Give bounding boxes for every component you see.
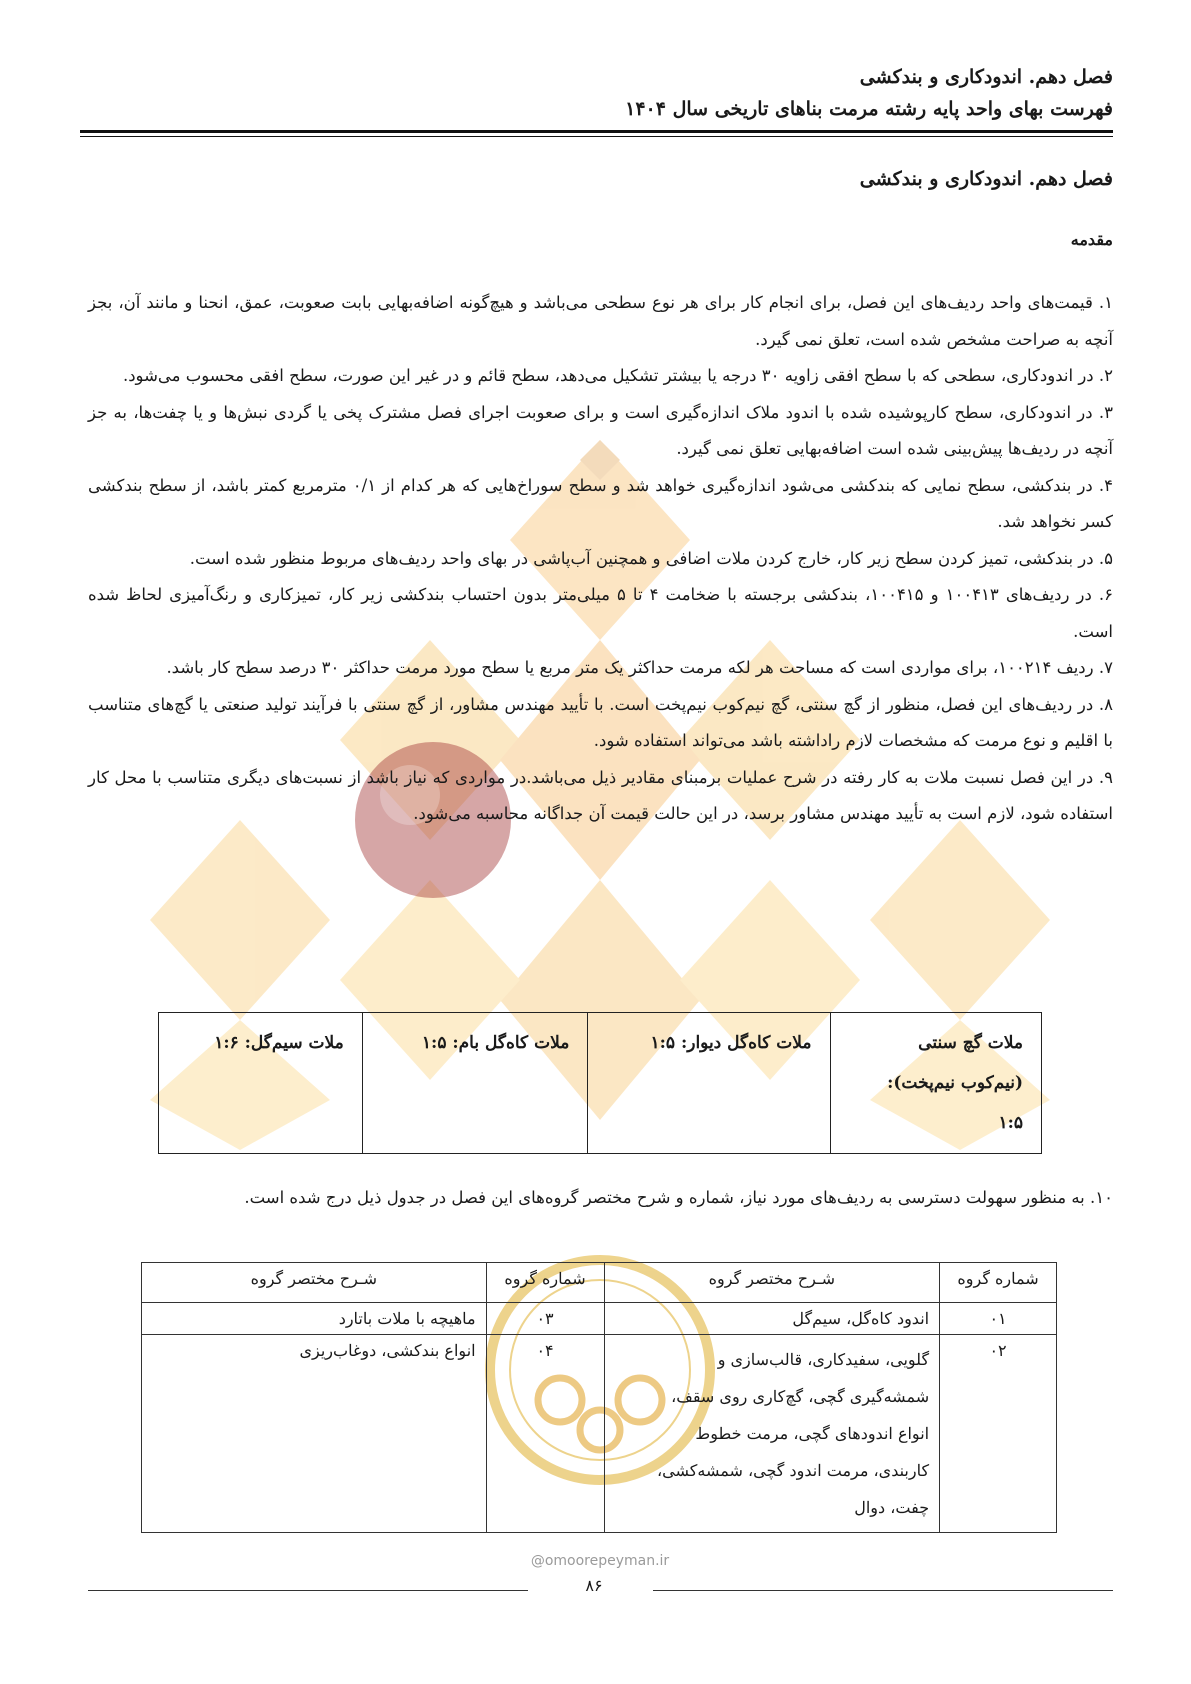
column-header-group-description: شـرح مختصر گروه bbox=[142, 1263, 487, 1303]
group-number: ۰۱ bbox=[940, 1303, 1057, 1335]
header-rule-thin bbox=[80, 136, 1113, 137]
paragraph-7: ۷. ردیف ۱۰۰۲۱۴، برای مواردی است که مساحت هر لکه مرمت حداکثر یک متر مربع یا سطح مورد مرمت حداکثر ۳۰ درصد سطح کار باشد. bbox=[166, 658, 1113, 677]
page-number: ۸۶ bbox=[585, 1576, 603, 1595]
header-catalog-title: فهرست بهای واحد پایه رشته مرمت بناهای تاریخی سال ۱۴۰۴ bbox=[625, 98, 1113, 120]
table-row bbox=[142, 1303, 1057, 1335]
footer-watermark-url: @omoorepeyman.ir bbox=[530, 1553, 670, 1569]
header-chapter-title: فصل دهم. اندودکاری و بندکشی bbox=[859, 66, 1113, 88]
footer-rule bbox=[653, 1590, 1113, 1591]
groups-table bbox=[141, 1262, 1057, 1533]
header-rule-thick bbox=[80, 130, 1113, 133]
group-description-line: انواع اندودهای گچی، مرمت خطوط bbox=[695, 1424, 930, 1443]
column-header-group-number: شماره گروه bbox=[940, 1263, 1057, 1303]
ratio-cell-gypsum bbox=[830, 1013, 1042, 1154]
group-description-line: چفت، دوال bbox=[854, 1498, 930, 1517]
intro-heading: مقدمه bbox=[1070, 230, 1113, 249]
groups-table-header-row bbox=[142, 1263, 1057, 1303]
group-description-line: شمشه‌گیری گچی، گچ‌کاری روی سقف، bbox=[671, 1387, 930, 1406]
mortar-ratio-table bbox=[158, 1012, 1042, 1154]
paragraph-6: ۶. در ردیف‌های ۱۰۰۴۱۳ و ۱۰۰۴۱۵، بندکشی برجسته با ضخامت ۴ تا ۵ میلی‌متر بدون احتساب بندکشی زیر کار، تمیزکاری و رنگ‌آمیزی لحاظ شده است. bbox=[88, 585, 1113, 641]
ratio-gypsum-sub: (نیم‌کوب نیم‌پخت): bbox=[887, 1073, 1023, 1093]
paragraph-8: ۸. در ردیف‌های این فصل، منظور از گچ سنتی، گچ نیم‌کوب نیم‌پخت است. با تأیید مهندس مشاور، از گچ سنتی با فرآیند تولید صنعتی یا گچ‌های متناسب با اقلیم و نوع مرمت که مشخصات لازم راداشته باشد می‌تواند استفاده شود. bbox=[88, 694, 1113, 750]
paragraph-5: ۵. در بندکشی، تمیز کردن سطح زیر کار، خارج کردن ملات اضافی و همچنین آب‌پاشی در بهای واحد ردیف‌های مربوط منظور شده است. bbox=[189, 548, 1113, 568]
group-number: ۰۴ bbox=[486, 1335, 604, 1533]
ratio-gypsum-value: ۱:۵ bbox=[998, 1113, 1023, 1133]
page-header bbox=[90, 62, 1113, 124]
group-description bbox=[604, 1335, 940, 1533]
group-description-line: گلویی، سفیدکاری، قالب‌سازی و bbox=[717, 1350, 930, 1369]
paragraph-9: ۹. در این فصل نسبت ملات به کار رفته در شرح عملیات برمبنای مقادیر ذیل می‌باشد.در مواردی که نیاز باشد از نسبت‌های دیگری متناسب با محل کار استفاده شود، لازم است به تأیید مهندس مشاور برسد، در این حالت قیمت آن جداگانه محاسبه می‌شود. bbox=[88, 767, 1113, 823]
section-title: فصل دهم. اندودکاری و بندکشی bbox=[859, 168, 1113, 190]
column-header-group-description: شـرح مختصر گروه bbox=[604, 1263, 940, 1303]
ratio-gypsum-label: ملات گچ سنتی bbox=[918, 1033, 1023, 1053]
paragraph-2: ۲. در اندودکاری، سطحی که با سطح افقی زاویه ۳۰ درجه یا بیشتر تشکیل می‌دهد، سطح قائم و در غیر این صورت، سطح افقی محسوب می‌شود. bbox=[122, 366, 1113, 385]
group-number: ۰۲ bbox=[940, 1335, 1057, 1533]
group-description: اندود کاه‌گل، سیم‌گل bbox=[604, 1303, 940, 1335]
group-description: انواع بندکشی، دوغاب‌ریزی bbox=[142, 1335, 487, 1533]
column-header-group-number: شماره گروه bbox=[486, 1263, 604, 1303]
group-description: ماهیچه با ملات باتارد bbox=[142, 1303, 487, 1335]
paragraph-1: ۱. قیمت‌های واحد ردیف‌های این فصل، برای انجام کار برای هر نوع سطحی می‌باشد و هیچ‌گونه اضافه‌بهایی بابت صعوبت، عمق، انحنا و مانند آن، بجز آنچه به صراحت مشخص شده است، تعلق نمی گیرد. bbox=[88, 293, 1113, 349]
group-description-line: کاربندی، مرمت اندود گچی، شمشه‌کشی، bbox=[656, 1461, 930, 1480]
ratio-cell-simgel: ملات سیم‌گل: ۱:۶ bbox=[159, 1013, 363, 1154]
paragraph-4: ۴. در بندکشی، سطح نمایی که بندکشی می‌شود اندازه‌گیری خواهد شد و سطح سوراخ‌هایی که هر کدام از ۰/۱ مترمربع کمتر باشد، از سطح بندکشی کسر نخواهد شد. bbox=[88, 475, 1113, 531]
paragraph-10: ۱۰. به منظور سهولت دسترسی به ردیف‌های مورد نیاز، شماره و شرح مختصر گروه‌های این فصل در جدول ذیل درج شده است. bbox=[244, 1188, 1113, 1207]
ratio-cell-roof-kahgel: ملات کاه‌گل بام: ۱:۵ bbox=[362, 1013, 588, 1154]
intro-paragraphs bbox=[88, 285, 1113, 833]
ratio-cell-wall-kahgel: ملات کاه‌گل دیوار: ۱:۵ bbox=[588, 1013, 830, 1154]
footer-rule bbox=[88, 1590, 528, 1591]
group-number: ۰۳ bbox=[486, 1303, 604, 1335]
paragraph-3: ۳. در اندودکاری، سطح کارپوشیده شده با اندود ملاک اندازه‌گیری است و برای صعوبت اجرای فصل مشترک پخی یا گردی نبش‌ها و یا چفت‌ها، به جز آنچه در ردیف‌ها پیش‌بینی شده است اضافه‌بهایی تعلق نمی گیرد. bbox=[88, 402, 1113, 458]
table-row bbox=[142, 1335, 1057, 1533]
